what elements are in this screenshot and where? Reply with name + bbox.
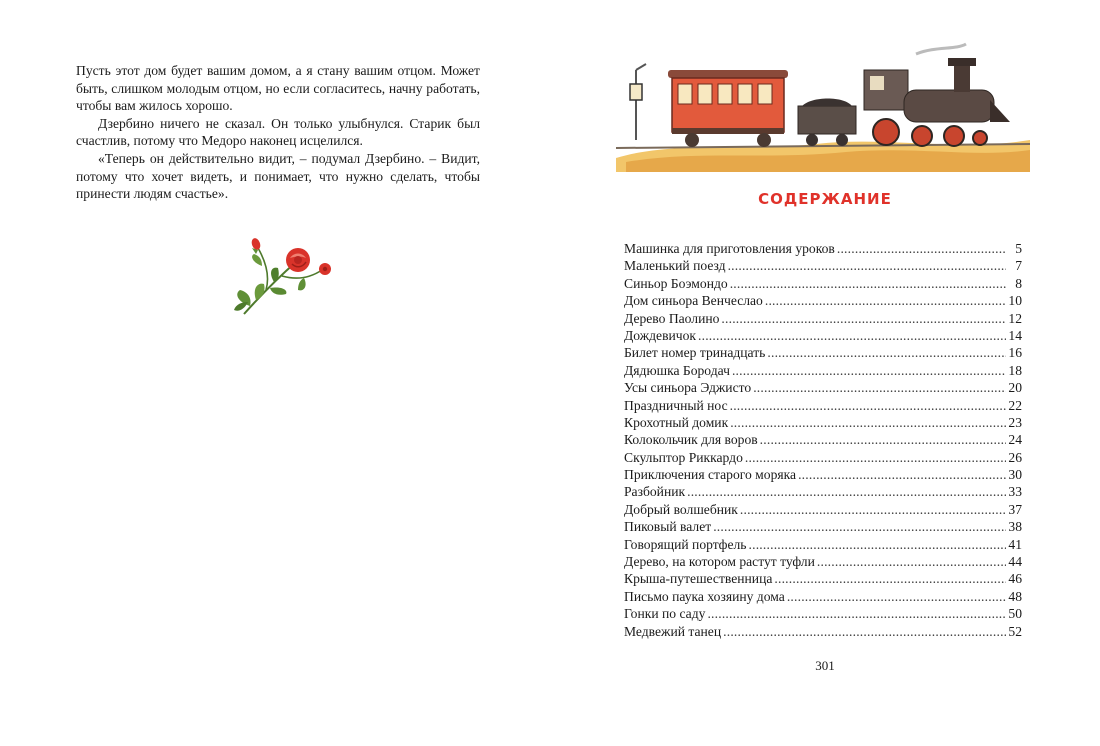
toc-dot-leader	[765, 292, 1006, 309]
toc-dot-leader	[698, 327, 1006, 344]
toc-entry	[624, 240, 1022, 257]
toc-heading: СОДЕРЖАНИЕ	[758, 190, 892, 208]
toc-entry-page: 52	[1008, 623, 1022, 639]
toc-entry	[624, 553, 1022, 570]
toc-dot-leader	[745, 449, 1006, 466]
toc-entry	[624, 483, 1022, 500]
toc-entry-page: 41	[1008, 536, 1022, 552]
toc-entry	[624, 501, 1022, 518]
toc-entry-page: 50	[1008, 606, 1022, 622]
toc-dot-leader	[723, 623, 1006, 640]
right-page	[550, 0, 1100, 746]
toc-entry-page: 37	[1008, 501, 1022, 517]
toc-dot-leader	[798, 466, 1006, 483]
toc-entry-title: Билет номер тринадцать	[624, 345, 766, 361]
toc-entry-page: 30	[1008, 467, 1022, 483]
toc-entry-title: Добрый волшебник	[624, 501, 738, 517]
toc-entry	[624, 431, 1022, 448]
toc-entry-page: 8	[1015, 275, 1022, 291]
toc-dot-leader	[687, 483, 1006, 500]
toc-dot-leader	[753, 379, 1006, 396]
toc-dot-leader	[732, 362, 1006, 379]
toc-entry-page: 14	[1008, 327, 1022, 343]
toc-entry	[624, 275, 1022, 292]
toc-entry-page: 46	[1008, 571, 1022, 587]
toc-entry-title: Говорящий портфель	[624, 536, 747, 552]
toc-entry-title: Праздничный нос	[624, 397, 728, 413]
toc-entry-page: 18	[1008, 362, 1022, 378]
toc-entry	[624, 414, 1022, 431]
toc-dot-leader	[730, 275, 1006, 292]
toc-dot-leader	[837, 240, 1006, 257]
table-of-contents	[624, 240, 1022, 640]
toc-dot-leader	[713, 518, 1006, 535]
toc-entry	[624, 379, 1022, 396]
toc-entry	[624, 362, 1022, 379]
toc-dot-leader	[728, 257, 1006, 274]
toc-entry-title: Крыша-путешественница	[624, 571, 773, 587]
toc-dot-leader	[721, 310, 1006, 327]
toc-entry-title: Скульптор Риккардо	[624, 449, 743, 465]
toc-entry	[624, 397, 1022, 414]
toc-entry	[624, 292, 1022, 309]
toc-entry-page: 48	[1008, 588, 1022, 604]
toc-entry-page: 20	[1008, 380, 1022, 396]
toc-entry-title: Маленький поезд	[624, 258, 726, 274]
toc-entry	[624, 257, 1022, 274]
toc-entry-title: Дерево Паолино	[624, 310, 720, 326]
toc-entry-title: Медвежий танец	[624, 623, 722, 639]
toc-entry	[624, 327, 1022, 344]
toc-entry	[624, 623, 1022, 640]
toc-entry-title: Дом синьора Венчеслао	[624, 293, 763, 309]
toc-entry	[624, 570, 1022, 587]
toc-entry-title: Синьор Боэмондо	[624, 275, 728, 291]
toc-entry-title: Приключения старого моряка	[624, 467, 797, 483]
toc-entry-page: 26	[1008, 449, 1022, 465]
toc-entry-title: Пиковый валет	[624, 519, 712, 535]
story-text	[76, 62, 480, 203]
rose-illustration	[222, 232, 340, 320]
toc-entry	[624, 449, 1022, 466]
toc-entry-page: 22	[1008, 397, 1022, 413]
toc-entry-title: Гонки по саду	[624, 606, 706, 622]
toc-entry	[624, 466, 1022, 483]
toc-entry-page: 44	[1008, 554, 1022, 570]
toc-entry-title: Усы синьора Эджисто	[624, 380, 752, 396]
toc-entry-page: 23	[1008, 414, 1022, 430]
toc-entry-title: Дядюшка Бородач	[624, 362, 730, 378]
toc-entry-title: Крохотный домик	[624, 414, 729, 430]
toc-entry-page: 33	[1008, 484, 1022, 500]
toc-entry	[624, 344, 1022, 361]
toc-entry-page: 38	[1008, 519, 1022, 535]
toc-dot-leader	[774, 570, 1006, 587]
toc-dot-leader	[760, 431, 1006, 448]
toc-entry-page: 10	[1008, 293, 1022, 309]
toc-entry-title: Колокольчик для воров	[624, 432, 758, 448]
story-paragraph: «Теперь он действительно видит, – подумал Дзербино. – Видит, потому что хочет видеть, и понимает, что нужно сделать, чтобы принести людям счастье».	[76, 150, 480, 202]
toc-entry	[624, 605, 1022, 622]
toc-dot-leader	[767, 344, 1006, 361]
toc-entry-page: 5	[1015, 241, 1022, 256]
toc-dot-leader	[740, 501, 1006, 518]
toc-dot-leader	[707, 605, 1006, 622]
page-number: 301	[815, 658, 835, 673]
toc-dot-leader	[749, 536, 1006, 553]
toc-dot-leader	[730, 414, 1006, 431]
toc-entry-title: Дождевичок	[624, 327, 697, 343]
toc-entry-title: Машинка для приготовления уроков	[624, 241, 835, 256]
train-illustration	[616, 40, 1030, 172]
toc-entry	[624, 536, 1022, 553]
toc-entry	[624, 588, 1022, 605]
toc-entry-page: 12	[1008, 310, 1022, 326]
story-paragraph: Пусть этот дом будет вашим домом, а я стану вашим отцом. Может быть, слишком молодым отцом, но если согласитесь, начну работать, чтобы вам жилось хорошо.	[76, 63, 480, 114]
toc-entry-title: Дерево, на котором растут туфли	[624, 554, 815, 570]
toc-entry	[624, 518, 1022, 535]
toc-dot-leader	[787, 588, 1006, 605]
toc-entry-page: 7	[1015, 258, 1022, 274]
toc-entry-title: Письмо паука хозяину дома	[624, 588, 785, 604]
toc-dot-leader	[817, 553, 1006, 570]
toc-entry-page: 24	[1008, 432, 1022, 448]
toc-entry	[624, 310, 1022, 327]
story-paragraph: Дзербино ничего не сказал. Он только улыбнулся. Старик был счастлив, потому что Медоро наконец исцелился.	[76, 115, 480, 149]
toc-entry-title: Разбойник	[624, 484, 686, 500]
toc-entry-page: 16	[1008, 345, 1022, 361]
toc-dot-leader	[730, 397, 1006, 414]
